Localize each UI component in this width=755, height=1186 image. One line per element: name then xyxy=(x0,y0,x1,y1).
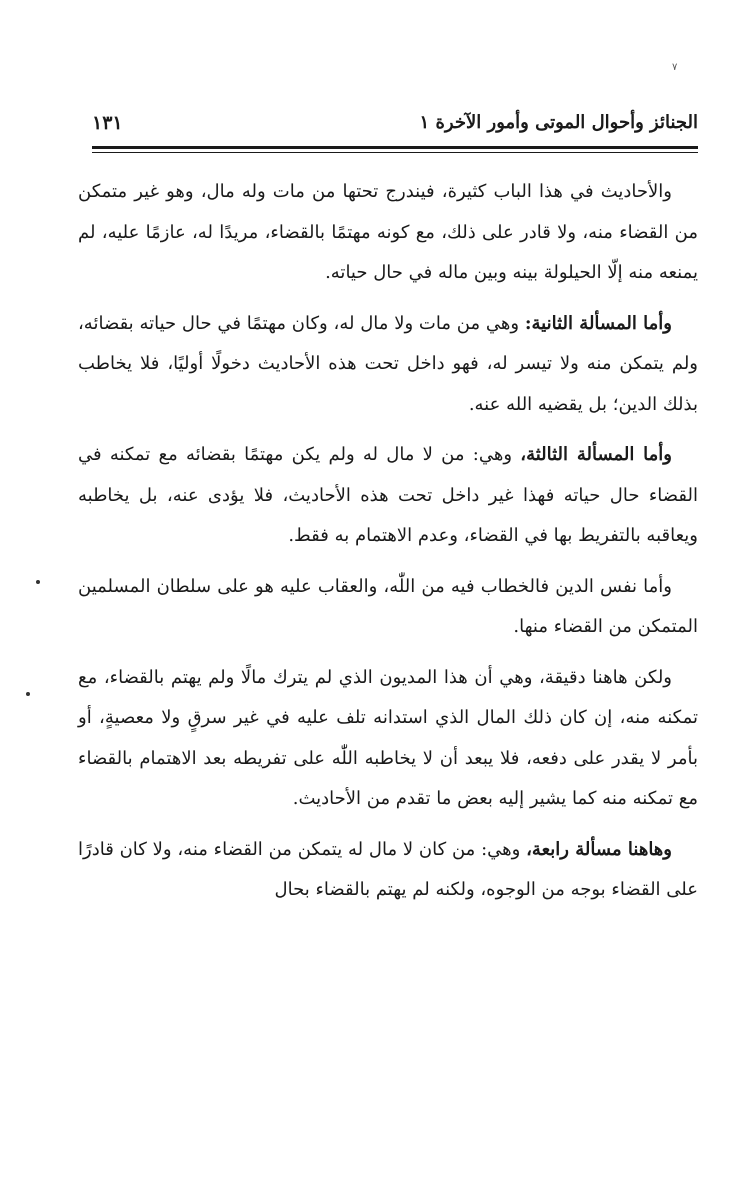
body-text xyxy=(78,172,698,921)
paragraph-text: والأحاديث في هذا الباب كثيرة، فيندرج تحتها من مات وله مال، وهو غير متمكن من القضاء منه، ولا قادر على ذلك، مع كونه مهتمًا بالقضاء، مريدًا له، عازمًا عليه، لم يمنعه منه إلّا الحيلولة بينه وبين ماله في حال حياته. xyxy=(78,181,698,283)
paragraph-5 xyxy=(78,658,698,820)
paragraph-text: وأما نفس الدين فالخطاب فيه من اللّٰه، والعقاب عليه هو على سلطان المسلمين المتمكن من القضاء منها. xyxy=(78,575,698,637)
paragraph-6 xyxy=(78,830,698,911)
running-header xyxy=(92,108,698,142)
paragraph-1 xyxy=(78,172,698,294)
margin-dot xyxy=(36,580,40,584)
paragraph-4 xyxy=(78,567,698,648)
corner-mark: ٧ xyxy=(672,62,678,73)
paragraph-lead: وأما المسألة الثانية: xyxy=(524,312,672,334)
paragraph-text: ولكن هاهنا دقيقة، وهي أن هذا المديون الذي لم يترك مالًا ولم يهتم بالقضاء، مع تمكنه منه، إن كان ذلك المال الذي استدانه تلف عليه في غير سرقٍ ولا معصيةٍ، أو بأمر لا يقدر على دفعه، فلا يبعد أن لا يخاطبه اللّٰه على تفريطه بعد الاهتمام بالقضاء مع تمكنه منه كما يشير إليه بعض ما تقدم من الأحاديث. xyxy=(78,666,698,809)
header-rule-thick xyxy=(92,146,698,149)
paragraph-lead: وهاهنا مسألة رابعة، xyxy=(526,838,672,860)
margin-dot xyxy=(26,692,30,696)
header-rule-thin xyxy=(92,152,698,153)
paragraph-text: وهي: من كان لا مال له يتمكن من القضاء منه، ولا كان قادرًا على القضاء بوجه من الوجوه، ولكنه لم يهتم بالقضاء بحال xyxy=(78,838,698,900)
paragraph-lead: وأما المسألة الثالثة، xyxy=(520,444,672,465)
paragraph-2 xyxy=(78,304,698,426)
paragraph-text: وهي من مات ولا مال له، وكان مهتمًا في حال حياته بقضائه، ولم يتمكن منه ولا تيسر له، فهو داخل تحت هذه الأحاديث دخولًا أوليًا، فلا يخاطب بذلك الدين؛ بل يقضيه الله عنه. xyxy=(78,312,698,415)
paragraph-text: وهي: من لا مال له ولم يكن مهتمًا بقضائه مع تمكنه في القضاء حال حياته فهذا غير داخل تحت هذه الأحاديث، فلا يؤدى عنه، بل يخاطبه ويعاقبه بالتفريط بها في القضاء، وعدم الاهتمام به فقط. xyxy=(78,444,698,546)
paragraph-3 xyxy=(78,435,698,557)
running-title: الجنائز وأحوال الموتى وأمور الآخرة ١ xyxy=(419,112,698,133)
page-number: ١٣١ xyxy=(92,112,123,134)
